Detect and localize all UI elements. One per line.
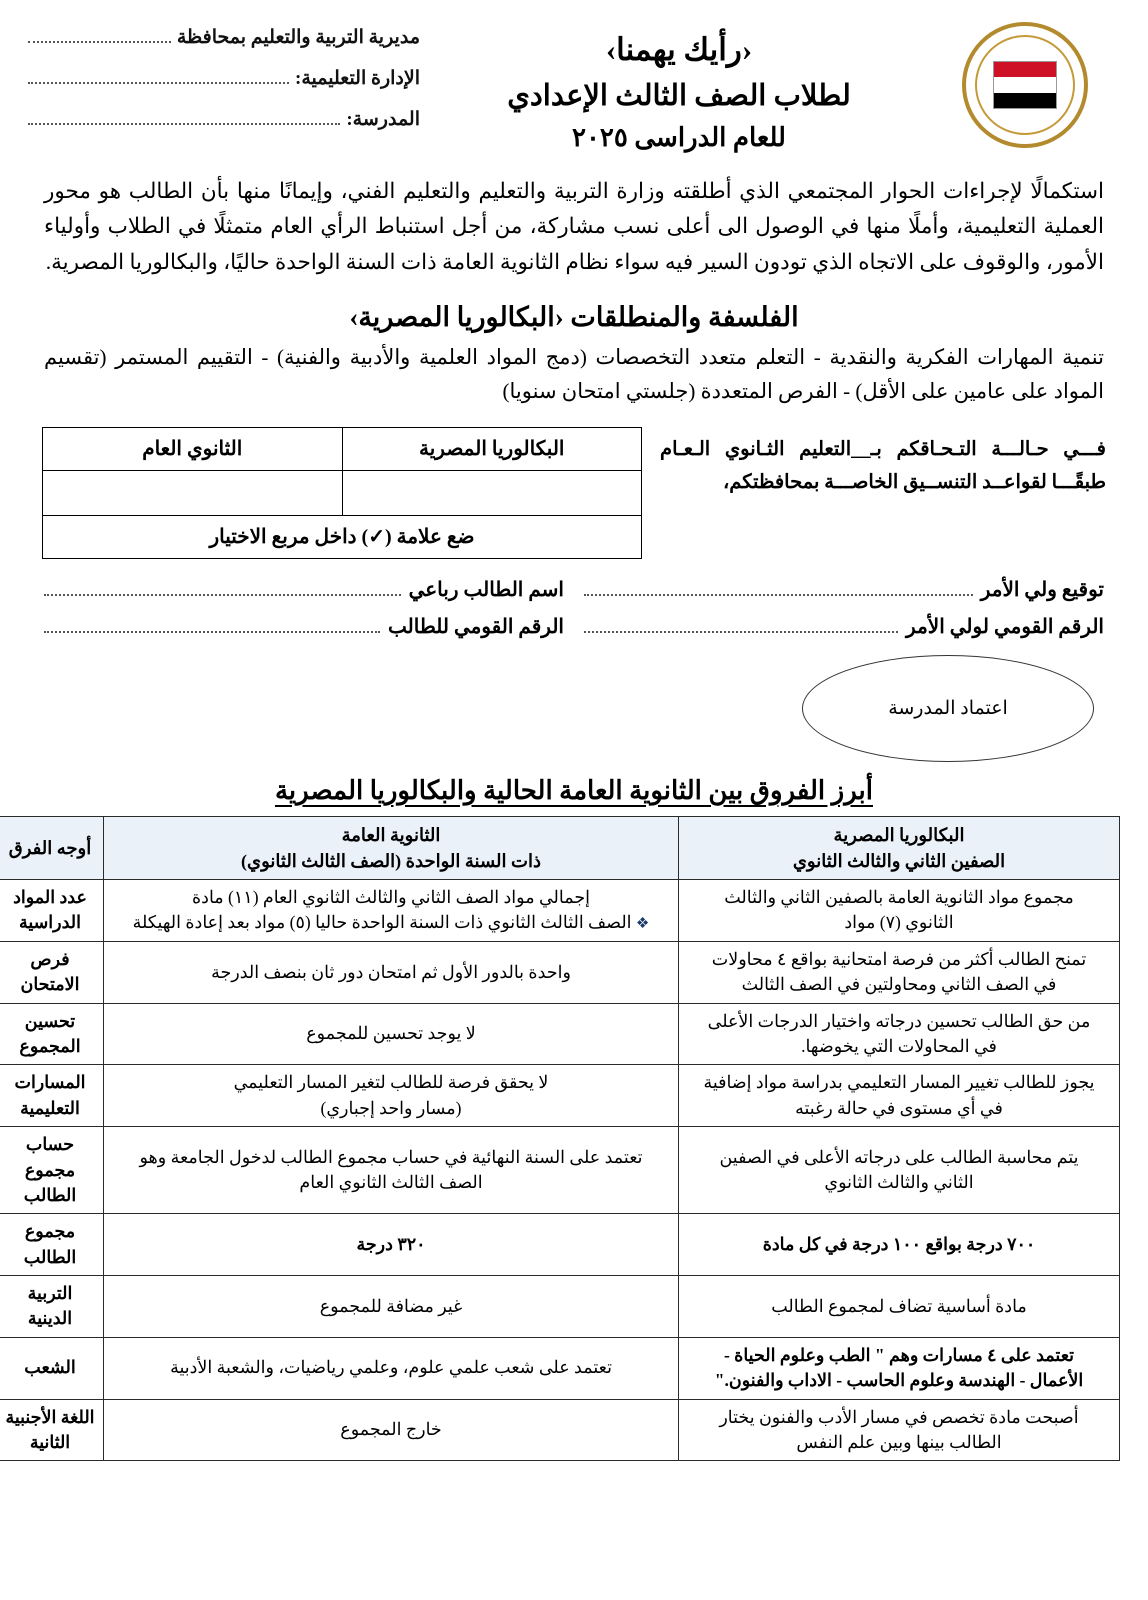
row-7-bac [679, 1337, 1120, 1399]
row-3-aspect: المسارات التعليمية [0, 1065, 104, 1127]
col-header-aspect: أوجه الفرق [0, 816, 104, 879]
title-primary: ‹رأيك يهمنا› [605, 32, 753, 67]
choice-header-bac: البكالوريا المصرية [342, 427, 642, 470]
col-header-bac-line2: الصفين الثاني والثالث الثانوي [792, 850, 1006, 871]
choice-checkbox-bac[interactable] [342, 470, 642, 515]
row-2-bac-line1: من حق الطالب تحسين درجاته واختيار الدرجات الأعلى [707, 1010, 1091, 1031]
field-school-input[interactable] [28, 122, 340, 125]
logo-inner-ring [975, 35, 1075, 135]
table-row [0, 879, 1120, 941]
row-6-bac: مادة أساسية تضاف لمجموع الطالب [679, 1276, 1120, 1338]
intro-paragraph: استكمالًا لإجراءات الحوار المجتمعي الذي أطلقته وزارة التربية والتعليم والتعليم الفني، وإيمانًا منها بأن الطالب هو محور العملية التعليمية، وأملًا منها في الوصول الى أعلى نسب مشاركة، من أجل استنباط الرأي العام متمثلًا في الطلاب وأولياء الأمور، والوقوف على الاتجاه الذي تودون السير فيه سواء نظام الثانوية العامة ذات السنة الواحدة حاليًا، والبكالوريا المصرية. [44, 179, 1104, 274]
guardian-signature-line [584, 577, 1104, 602]
row-3-bac-line1: يجوز للطالب تغيير المسار التعليمي بدراسة مواد إضافية [703, 1072, 1095, 1093]
col-header-general [104, 816, 679, 879]
row-1-aspect: فرص الامتحان [0, 941, 104, 1003]
student-id-line [44, 614, 564, 639]
table-row [0, 1337, 1120, 1399]
row-4-bac-line2: الثاني والثالث الثانوي [824, 1172, 974, 1193]
field-directorate-label: مديرية التربية والتعليم بمحافظة [176, 27, 420, 48]
comparison-table [0, 816, 1120, 1462]
row-2-bac-line2: في المحاولات التي يخوضها. [801, 1036, 997, 1057]
row-0-bac [679, 879, 1120, 941]
row-1-bac [679, 941, 1120, 1003]
guardian-id-line [584, 614, 1104, 639]
row-3-bac [679, 1065, 1120, 1127]
row-8-aspect: اللغة الأجنبية الثانية [0, 1399, 104, 1461]
row-0-bac-line1: مجموع مواد الثانوية العامة بالصفين الثاني والثالث [724, 886, 1074, 907]
col-header-general-line2: ذات السنة الواحدة (الصف الثالث الثانوي) [241, 850, 541, 871]
guardian-signature-input[interactable] [584, 593, 973, 596]
student-name-line [44, 577, 564, 602]
row-3-general [104, 1065, 679, 1127]
row-0-general-line2: الصف الثالث الثانوي ذات السنة الواحدة حاليا (٥) مواد بعد إعادة الهيكلة [132, 912, 632, 933]
student-id-label: الرقم القومي للطالب [388, 615, 564, 638]
row-0-general-line1: إجمالي مواد الصف الثاني والثالث الثانوي العام (١١) مادة [192, 886, 590, 907]
table-row [0, 1127, 1120, 1214]
choice-section [28, 427, 1120, 559]
choice-table [42, 427, 642, 559]
table-row [0, 1003, 1120, 1065]
choice-checkbox-general[interactable] [43, 470, 343, 515]
title-secondary: لطلاب الصف الثالث الإعدادي [507, 80, 851, 112]
school-info-fields [28, 14, 428, 149]
row-3-general-line2: (مسار واحد إجباري) [320, 1097, 462, 1118]
row-6-general: غير مضافة للمجموع [104, 1276, 679, 1338]
comparison-heading: أبرز الفروق بين الثانوية العامة الحالية والبكالوريا المصرية [274, 775, 874, 805]
egypt-flag-icon [993, 61, 1057, 109]
col-header-bac-line1: البكالوريا المصرية [833, 824, 965, 845]
guardian-signature-label: توقيع ولي الأمر [980, 578, 1104, 601]
row-4-bac [679, 1127, 1120, 1214]
row-4-general [104, 1127, 679, 1214]
row-4-general-line1: تعتمد على السنة النهائية في حساب مجموع الطالب لدخول الجامعة وهو [139, 1146, 643, 1167]
guardian-id-input[interactable] [584, 630, 898, 633]
field-directorate-input[interactable] [28, 40, 171, 43]
row-8-general: خارج المجموع [104, 1399, 679, 1461]
row-8-bac-line1: أصبحت مادة تخصص في مسار الأدب والفنون يختار [719, 1406, 1079, 1427]
col-header-bac [679, 816, 1120, 879]
choice-instruction: ضع علامة (✓) داخل مربع الاختيار [43, 515, 642, 558]
table-row [0, 1065, 1120, 1127]
student-name-label: اسم الطالب رباعي [408, 578, 564, 601]
logo-container [930, 14, 1120, 148]
guardian-id-label: الرقم القومي لولي الأمر [906, 615, 1104, 638]
row-8-bac-line2: الطالب بينها وبين علم النفس [796, 1431, 1002, 1452]
row-7-general: تعتمد على شعب علمي علوم، وعلمي رياضيات، والشعبة الأدبية [104, 1337, 679, 1399]
row-5-general: ٣٢٠ درجة [104, 1214, 679, 1276]
row-5-bac: ٧٠٠ درجة بواقع ١٠٠ درجة في كل مادة [679, 1214, 1120, 1276]
row-8-bac [679, 1399, 1120, 1461]
student-name-input[interactable] [44, 593, 401, 596]
row-3-general-line1: لا يحقق فرصة للطالب لتغير المسار التعليمي [233, 1072, 549, 1093]
row-2-aspect: تحسين المجموع [0, 1003, 104, 1065]
col-header-general-line1: الثانوية العامة [341, 824, 441, 845]
table-row [0, 1276, 1120, 1338]
row-0-bac-line2: الثانوي (٧) مواد [844, 912, 954, 933]
row-1-bac-line2: في الصف الثاني ومحاولتين في الصف الثالث [741, 974, 1057, 995]
guardian-signature-block [584, 577, 1104, 762]
ministry-of-education-logo [962, 22, 1088, 148]
field-administration-input[interactable] [28, 81, 289, 84]
row-6-aspect: التربية الدينية [0, 1276, 104, 1338]
student-info-block [44, 577, 564, 762]
row-4-general-line2: الصف الثالث الثانوي العام [299, 1172, 483, 1193]
row-1-general: واحدة بالدور الأول ثم امتحان دور ثان بنصف الدرجة [104, 941, 679, 1003]
field-school [28, 108, 420, 131]
philosophy-text: تنمية المهارات الفكرية والنقدية - التعلم متعدد التخصصات (دمج المواد العلمية والأدبية والفنية) - التقييم المستمر (تقسيم المواد على عامين على الأقل) - الفرص المتعددة (جلستي امتحان سنويا) [44, 345, 1104, 403]
row-7-aspect: الشعب [0, 1337, 104, 1399]
bullet-icon: ❖ [635, 916, 650, 933]
row-3-bac-line2: في أي مستوى في حالة رغبته [795, 1097, 1003, 1118]
row-1-bac-line1: تمنح الطالب أكثر من فرصة امتحانية بواقع ٤ محاولات [711, 948, 1087, 969]
table-row [0, 1214, 1120, 1276]
school-stamp: اعتماد المدرسة [802, 655, 1094, 762]
row-0-general [104, 879, 679, 941]
row-7-bac-line1: تعتمد على ٤ مسارات وهم " الطب وعلوم الحياة - [723, 1344, 1075, 1365]
choice-note: فـــي حـالـــة التـحـاقكم بـ__التعليم الثـانوي الـعـام طبقًـــا لقواعــد التنســيق الخاصـــة بمحافظتكم، [660, 438, 1106, 493]
row-0-aspect: عدد المواد الدراسية [0, 879, 104, 941]
student-id-input[interactable] [44, 630, 380, 633]
row-4-bac-line1: يتم محاسبة الطالب على درجاته الأعلى في الصفين [719, 1146, 1079, 1167]
document-titles [428, 14, 930, 153]
row-5-aspect: مجموع الطالب [0, 1214, 104, 1276]
choice-header-general: الثانوي العام [43, 427, 343, 470]
field-administration [28, 67, 420, 90]
school-stamp-container [584, 655, 1104, 762]
table-header-row [0, 816, 1120, 879]
title-year: للعام الدراسى ٢٠٢٥ [572, 123, 786, 152]
table-row [0, 1399, 1120, 1461]
field-directorate [28, 26, 420, 49]
field-administration-label: الإدارة التعليمية: [295, 68, 420, 89]
row-2-bac [679, 1003, 1120, 1065]
row-4-aspect: حساب مجموع الطالب [0, 1127, 104, 1214]
field-school-label: المدرسة: [346, 109, 420, 130]
row-2-general: لا يوجد تحسين للمجموع [104, 1003, 679, 1065]
table-row [0, 941, 1120, 1003]
comparison-table-body [0, 879, 1120, 1461]
signature-section [28, 577, 1120, 762]
row-0-general-line2-wrap [111, 910, 671, 936]
document-header [28, 0, 1120, 170]
philosophy-heading: الفلسفة والمنطلقات ‹البكالوريا المصرية› [349, 302, 799, 333]
row-7-bac-line2: الأعمال - الهندسة وعلوم الحاسب - الاداب والفنون." [714, 1370, 1084, 1391]
